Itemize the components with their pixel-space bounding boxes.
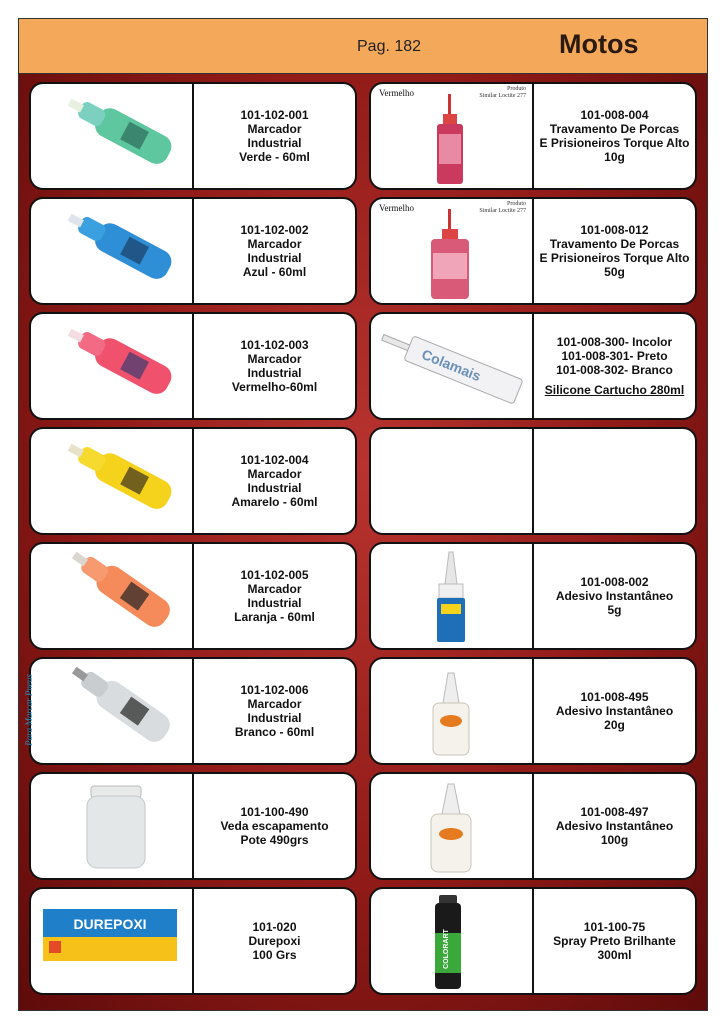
product-code: 101-008-004 [580, 108, 649, 122]
product-line: Marcador [247, 122, 302, 136]
product-code: 101-008-495 [580, 690, 649, 704]
product-image-white-marker [23, 659, 192, 763]
product-line: Vermelho-60ml [231, 380, 318, 394]
product-line: Travamento De Porcas [549, 237, 680, 251]
similar-tag-line: Similar Loctite 277 [479, 93, 526, 99]
product-card[interactable] [369, 542, 697, 650]
product-description [194, 774, 355, 878]
product-code: 101-102-006 [240, 683, 309, 697]
product-description [534, 199, 695, 303]
product-line: 5g [607, 603, 622, 617]
product-code: 101-102-002 [240, 223, 309, 237]
product-line: Industrial [247, 711, 302, 725]
similar-tag-line: Produto [506, 86, 526, 92]
product-image-pot [31, 774, 192, 878]
product-image-green-marker [31, 84, 192, 188]
product-card[interactable] [29, 82, 357, 190]
page-number: Pag. 182 [357, 38, 422, 55]
product-description [534, 84, 695, 188]
product-card[interactable] [29, 197, 357, 305]
product-line: Azul - 60ml [242, 265, 307, 279]
product-description [534, 659, 695, 763]
product-line: Marcador [247, 352, 302, 366]
durepoxi-brand-text: DUREPOXI [73, 916, 147, 932]
product-card[interactable] [369, 887, 697, 995]
product-code: 101-008-497 [580, 805, 649, 819]
product-description [194, 84, 355, 188]
product-card[interactable] [369, 82, 697, 190]
product-line: 100g [600, 833, 629, 847]
product-card[interactable] [29, 887, 357, 995]
product-image-instant-adhesive-20g [371, 659, 532, 763]
product-code: 101-008-301- Preto [561, 349, 668, 363]
product-image-red-marker [31, 314, 192, 418]
product-card[interactable] [29, 542, 357, 650]
product-image-instant-adhesive-5g [371, 544, 532, 648]
product-line: Industrial [247, 481, 302, 495]
product-description [194, 199, 355, 303]
product-code: 101-008-002 [580, 575, 649, 589]
product-code: 101-008-012 [580, 223, 649, 237]
product-line: Durepoxi [248, 934, 301, 948]
product-line: Amarelo - 60ml [231, 495, 318, 509]
product-line: Adesivo Instantâneo [555, 589, 674, 603]
product-line: Marcador [247, 697, 302, 711]
product-line: Branco - 60ml [234, 725, 315, 739]
product-description [194, 314, 355, 418]
similar-tag-line: Similar Loctite 277 [479, 208, 526, 214]
product-line: Travamento De Porcas [549, 122, 680, 136]
product-line: 20g [604, 718, 625, 732]
color-tag: Vermelho [379, 203, 414, 213]
product-line: 50g [604, 265, 625, 279]
product-line: Industrial [247, 366, 302, 380]
product-code: 101-102-003 [240, 338, 309, 352]
product-image-thread-locker-50g [371, 199, 532, 303]
product-image-durepoxi-box [31, 889, 192, 993]
product-line: Marcador [247, 237, 302, 251]
product-card[interactable] [369, 197, 697, 305]
product-card[interactable] [369, 657, 697, 765]
empty-image-area [371, 429, 532, 533]
product-line: Adesivo Instantâneo [555, 819, 674, 833]
spray-brand-text: COLORART [443, 929, 450, 969]
product-code: 101-008-302- Branco [556, 363, 673, 377]
empty-card [369, 427, 697, 535]
product-description [194, 544, 355, 648]
product-image-instant-adhesive-100g [371, 774, 532, 878]
product-type: Silicone Cartucho 280ml [544, 383, 685, 397]
product-line: Marcador [247, 467, 302, 481]
side-note: Para Marcar Pneus [23, 674, 34, 746]
similar-tag-line: Produto [506, 201, 526, 207]
product-line: E Prisioneiros Torque Alto [539, 136, 690, 150]
product-line: Spray Preto Brilhante [553, 934, 676, 948]
product-code: 101-102-001 [240, 108, 309, 122]
product-line: Pote 490grs [240, 833, 309, 847]
product-description [534, 314, 695, 418]
product-card[interactable] [369, 312, 697, 420]
product-line: 10g [604, 150, 625, 164]
product-line: Laranja - 60ml [234, 610, 315, 624]
product-line: Veda escapamento [220, 819, 329, 833]
product-image-silicone-cartridge [371, 314, 532, 418]
product-card[interactable] [29, 772, 357, 880]
product-line: 100 Grs [252, 948, 297, 962]
color-tag: Vermelho [379, 88, 414, 98]
product-card[interactable] [23, 657, 357, 765]
section-title: Motos [559, 29, 639, 59]
product-code: 101-100-75 [583, 920, 646, 934]
product-code: 101-020 [252, 920, 297, 934]
product-image-yellow-marker [31, 429, 192, 533]
product-code: 101-008-300- Incolor [556, 335, 673, 349]
product-image-orange-marker [31, 544, 192, 648]
product-description [534, 774, 695, 878]
cartridge-brand-text: Colamais [419, 345, 484, 385]
product-description [194, 889, 355, 993]
product-line: Industrial [247, 136, 302, 150]
product-description [194, 659, 355, 763]
product-description [534, 544, 695, 648]
product-card[interactable] [29, 427, 357, 535]
product-line: Marcador [247, 582, 302, 596]
product-line: Industrial [247, 251, 302, 265]
product-description [194, 429, 355, 533]
product-image-spray-can [371, 889, 532, 993]
empty-description [534, 429, 695, 533]
product-image-thread-locker-10g [371, 84, 532, 188]
product-line: 300ml [597, 948, 632, 962]
product-line: Industrial [247, 596, 302, 610]
product-line: Adesivo Instantâneo [555, 704, 674, 718]
product-code: 101-102-004 [240, 453, 309, 467]
page-header [18, 18, 708, 74]
product-code: 101-100-490 [240, 805, 309, 819]
product-code: 101-102-005 [240, 568, 309, 582]
product-card[interactable] [369, 772, 697, 880]
product-image-blue-marker [31, 199, 192, 303]
product-card[interactable] [29, 312, 357, 420]
product-line: Verde - 60ml [239, 150, 310, 164]
product-description [534, 889, 695, 993]
product-line: E Prisioneiros Torque Alto [539, 251, 690, 265]
